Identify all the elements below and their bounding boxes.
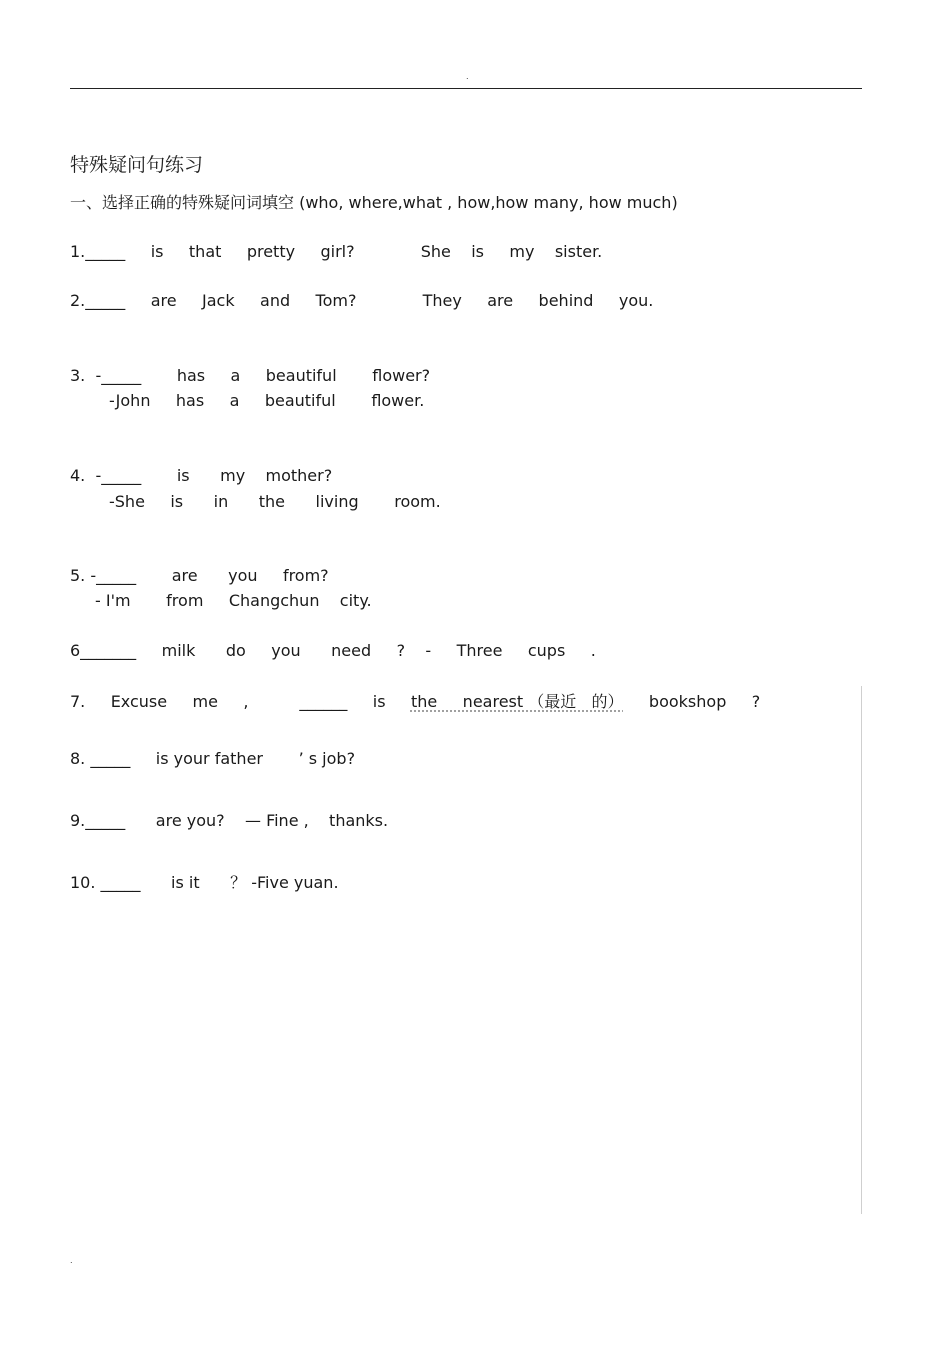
question-4-prompt: 4. -_____ is my mother?: [70, 466, 333, 485]
side-rule: [861, 686, 862, 1214]
question-9: 9._____ are you? — Fine , thanks.: [70, 811, 389, 830]
question-7-suffix: bookshop ?: [623, 692, 761, 711]
header-mark: .: [466, 72, 469, 81]
question-5-prompt: 5. -_____ are you from?: [70, 566, 329, 585]
question-2: 2._____ are Jack and Tom? They are behind you.: [70, 291, 654, 310]
worksheet-title: 特殊疑问句练习: [70, 154, 204, 176]
question-10: 10. _____ is it ？ -Five yuan.: [70, 873, 339, 892]
question-6: 6_______ milk do you need ? - Three cups .: [70, 641, 596, 660]
question-4-answer: -She is in the living room.: [109, 492, 441, 511]
question-5-answer: - I'm from Changchun city.: [95, 591, 372, 610]
question-7: [70, 689, 760, 712]
header-rule: [70, 88, 862, 89]
question-3-answer: -John has a beautiful flower.: [109, 391, 425, 410]
question-7-underlined: the nearest （最近 的）: [410, 692, 624, 711]
question-3-prompt: 3. -_____ has a beautiful flower?: [70, 366, 431, 385]
footer-mark: .: [70, 1256, 73, 1265]
instruction-text: 一、选择正确的特殊疑问词填空 (who, where,what , how,how many, how much): [70, 193, 678, 212]
question-1: 1._____ is that pretty girl? She is my sister.: [70, 242, 603, 261]
question-8: 8. _____ is your father ’ s job?: [70, 749, 356, 768]
question-7-prefix: 7. Excuse me , ______ is: [70, 692, 411, 711]
